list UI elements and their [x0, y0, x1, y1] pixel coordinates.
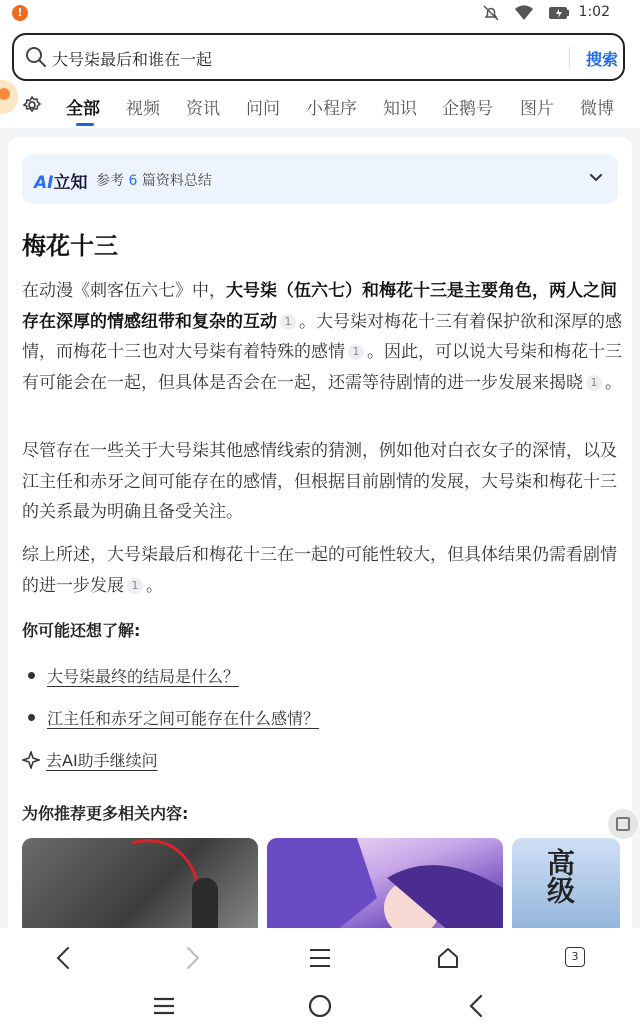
- recommend-heading: 为你推荐更多相关内容:: [22, 804, 189, 823]
- battery-icon: [548, 6, 570, 20]
- clock: 1:02: [578, 4, 610, 20]
- ai-logo: AI立知: [34, 173, 88, 193]
- status-bar: [0, 0, 640, 28]
- answer-paragraph-1: 在动漫《刺客伍六七》中，大号柒（伍六七）和梅花十三是主要角色，两人之间存在深厚的情感纽带和复杂的互动 1 。大号柒对梅花十三有着保护欲和深厚的感情，而梅花十三也对大号柒有着特殊的感情 1 。因此，可以说大号柒和梅花十三有可能会在一起，但具体是否会在一起，还需等待剧情的进一步发展来揭晓 1 。: [22, 281, 622, 393]
- wifi-icon: [514, 4, 534, 22]
- tab-news[interactable]: 资讯: [186, 99, 220, 119]
- tab-video[interactable]: 视频: [126, 99, 160, 119]
- tab-weibo[interactable]: 微博: [580, 99, 614, 119]
- citation-badge[interactable]: 1: [586, 375, 602, 391]
- status-icons: [482, 4, 570, 22]
- search-icon: [25, 46, 47, 68]
- home-icon[interactable]: [436, 946, 460, 970]
- bell-off-icon: [482, 4, 500, 22]
- citation-badge[interactable]: 1: [280, 314, 296, 330]
- ai-assistant-link[interactable]: 去AI助手继续问: [22, 748, 158, 771]
- sparkle-icon: [22, 751, 40, 769]
- search-input[interactable]: 大号柒最后和谁在一起: [52, 50, 213, 69]
- followup-link-1[interactable]: 大号柒最终的结局是什么？: [28, 664, 239, 687]
- ai-summary-header[interactable]: [22, 154, 618, 204]
- menu-icon[interactable]: [308, 946, 332, 970]
- recommend-thumbnail-1[interactable]: [22, 838, 258, 938]
- followup-link-2[interactable]: 江主任和赤牙之间可能存在什么感情？: [28, 706, 319, 729]
- tab-miniprogram[interactable]: 小程序: [306, 99, 357, 119]
- forward-icon[interactable]: [182, 946, 202, 970]
- tab-penguin[interactable]: 企鹅号: [442, 99, 493, 119]
- search-bar[interactable]: [12, 33, 625, 81]
- thumbnail-art: [267, 838, 503, 938]
- system-back-icon[interactable]: [466, 994, 486, 1018]
- search-divider: [569, 47, 570, 67]
- citation-badge[interactable]: 1: [348, 344, 364, 360]
- answer-paragraph-3: 综上所述，大号柒最后和梅花十三在一起的可能性较大，但具体结果仍需看剧情的进一步发展 1 。: [22, 545, 617, 596]
- chevron-down-icon[interactable]: [588, 170, 604, 186]
- back-icon[interactable]: [54, 946, 74, 970]
- thumbnail-art: [22, 838, 258, 938]
- recommend-thumbnail-2[interactable]: [267, 838, 503, 938]
- tab-knowledge[interactable]: 知识: [383, 99, 417, 119]
- home-button-icon[interactable]: [308, 994, 332, 1018]
- answer-title: 梅花十三: [22, 232, 118, 260]
- followup-heading: 你可能还想了解:: [22, 621, 141, 640]
- active-tab-indicator: [76, 123, 94, 126]
- category-tabs: [0, 90, 640, 126]
- tab-all[interactable]: 全部: [66, 99, 100, 119]
- tab-images[interactable]: 图片: [520, 99, 554, 119]
- browser-toolbar: [0, 928, 640, 990]
- citation-badge[interactable]: 1: [127, 578, 143, 594]
- tab-count-button[interactable]: 3: [565, 947, 585, 967]
- recommend-thumbnail-3[interactable]: 高级: [512, 838, 620, 938]
- search-button[interactable]: 搜索: [586, 50, 619, 69]
- screenshot-float-button[interactable]: [608, 809, 638, 839]
- tab-qa[interactable]: 问问: [246, 99, 280, 119]
- recent-apps-icon[interactable]: [152, 994, 176, 1018]
- alert-icon: !: [12, 5, 28, 21]
- system-nav-bar: [0, 990, 640, 1024]
- answer-paragraph-2: 尽管存在一些关于大号柒其他感情线索的猜测，例如他对白衣女子的深情，以及江主任和赤牙之间可能存在的感情，但根据目前剧情的发展，大号柒和梅花十三的关系最为明确且备受关注。: [22, 441, 617, 522]
- gear-icon[interactable]: [22, 95, 42, 115]
- ai-reference-count: 参考 6 篇资料总结: [96, 173, 212, 189]
